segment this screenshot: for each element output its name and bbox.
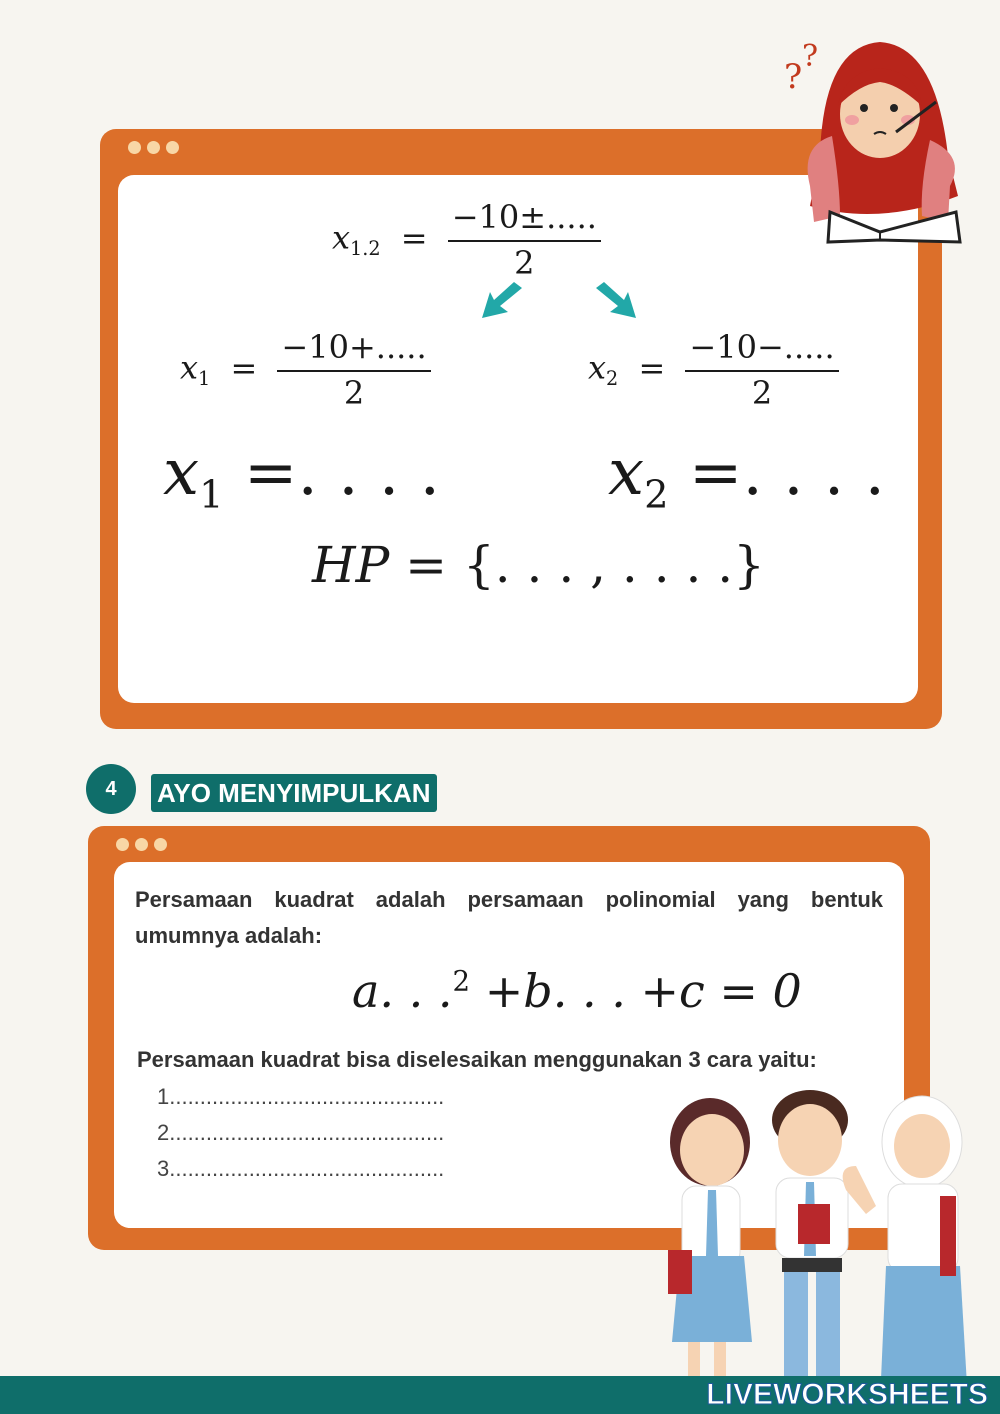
method-item-1[interactable]: 1.............................................: [157, 1084, 445, 1109]
hp-set: HP = {. . . , . . . .}: [312, 536, 765, 594]
x1-formula: $x_1$ = $\frac{-10+.....}{2}$: [180, 328, 431, 412]
arrow-right-icon: [592, 282, 640, 322]
window-dots: [116, 838, 167, 851]
x2-formula: $x_2$ = $\frac{-10-.....}{2}$: [588, 328, 839, 412]
thinking-girl-illustration: [780, 36, 980, 246]
definition-paragraph: Persamaan kuadrat adalah persamaan polinomial yang bentuk umumnya adalah:: [135, 887, 883, 948]
general-form-equation: a. . .$^2$ +b. . . +c = 0: [352, 964, 802, 1018]
x12-numerator: −10±.....: [448, 198, 601, 242]
window-dots: [128, 141, 179, 154]
arrow-left-icon: [478, 282, 526, 322]
x2-result: $x_2$ =. . . .: [608, 436, 885, 518]
method-item-3[interactable]: 3.............................................: [157, 1156, 445, 1181]
section-number-badge: 4: [86, 764, 136, 814]
svg-text:?: ?: [802, 39, 819, 74]
methods-intro: Persamaan kuadrat bisa diselesaikan menggunakan 3 cara yaitu:: [137, 1047, 817, 1072]
x2-numerator: −10−.....: [685, 328, 838, 372]
section-title: AYO MENYIMPULKAN: [151, 774, 437, 812]
svg-text:?: ?: [784, 57, 803, 97]
method-item-2[interactable]: 2.............................................: [157, 1120, 445, 1145]
x1-result: $x_1$ =. . . .: [163, 436, 440, 518]
x12-formula: $x_{1.2}$ = $\frac{-10\pm.....}{2}$: [332, 198, 601, 282]
liveworksheets-watermark: LIVEWORKSHEETS: [706, 1378, 988, 1411]
students-illustration: [660, 1086, 980, 1414]
x1-numerator: −10+.....: [277, 328, 430, 372]
